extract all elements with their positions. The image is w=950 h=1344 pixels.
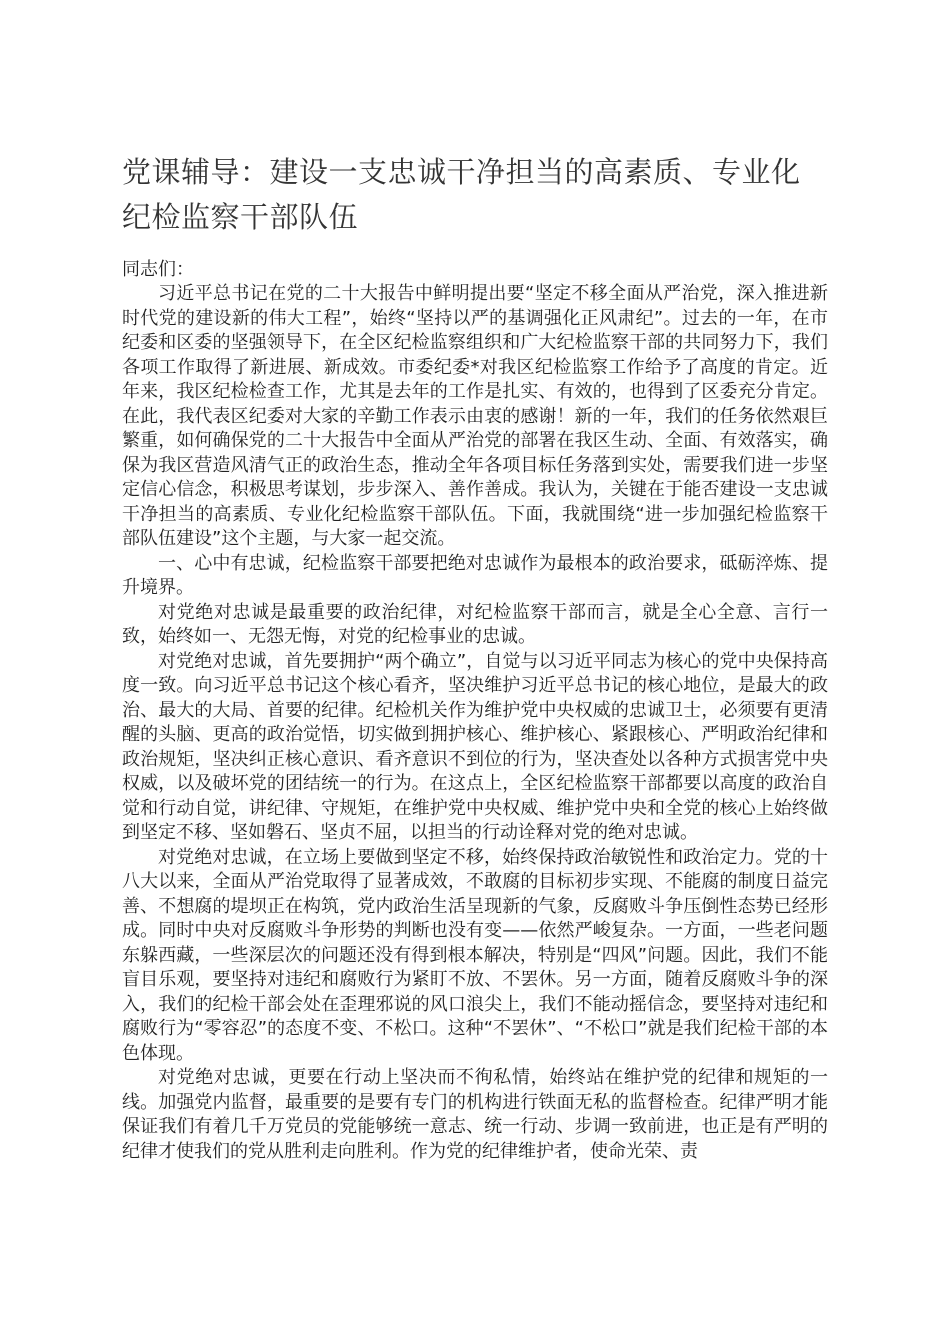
- paragraph: 对党绝对忠诚，更要在行动上坚决而不徇私情，始终站在维护党的纪律和规矩的一线。加强党内监督，最重要的是要有专门的机构进行铁面无私的监督检查。纪律严明才能保证我们有着几千万党员的党能够统一意志、统一行动、步调一致前进，也正是有严明的纪律才使我们的党从胜利走向胜利。作为党的纪律维护者，使命光荣、责: [122, 1067, 828, 1162]
- section-heading: 一、心中有忠诚，纪检监察干部要把绝对忠诚作为最根本的政治要求，砥砺淬炼、提升境界。: [122, 552, 828, 598]
- greeting: 同志们：: [122, 259, 194, 280]
- paragraph: 对党绝对忠诚是最重要的政治纪律，对纪检监察干部而言，就是全心全意、言行一致，始终如一、无怨无悔，对党的纪检事业的忠诚。: [122, 601, 828, 647]
- paragraph: 习近平总书记在党的二十大报告中鲜明提出要“坚定不移全面从严治党，深入推进新时代党的建设新的伟大工程”，始终“坚持以严的基调强化正风肃纪”。过去的一年，在市纪委和区委的坚强领导下，在全区纪检监察组织和广大纪检监察干部的共同努力下，我们各项工作取得了新进展、新成效。市委纪委*对我区纪检监察工作给予了高度的肯定。近年来，我区纪检检查工作，尤其是去年的工作是扎实、有效的，也得到了区委充分肯定。在此，我代表区纪委对大家的辛勤工作表示由衷的感谢！新的一年，我们的任务依然艰巨繁重，如何确保党的二十大报告中全面从严治党的部署在我区生动、全面、有效落实，确保为我区营造风清气正的政治生态，推动全年各项目标任务落到实处，需要我们进一步坚定信心信念，积极思考谋划，步步深入、善作善成。我认为，关键在于能否建设一支忠诚干净担当的高素质、专业化纪检监察干部队伍。下面，我就围绕“进一步加强纪检监察干部队伍建设”这个主题，与大家一起交流。: [122, 283, 828, 549]
- paragraph: 对党绝对忠诚，在立场上要做到坚定不移，始终保持政治敏锐性和政治定力。党的十八大以来，全面从严治党取得了显著成效，不敢腐的目标初步实现、不能腐的制度日益完善、不想腐的堤坝正在构筑，党内政治生活呈现新的气象，反腐败斗争压倒性态势已经形成。同时中央对反腐败斗争形势的判断也没有变——依然严峻复杂。一方面，一些老问题东躲西藏，一些深层次的问题还没有得到根本解决，特别是“四风”问题。因此，我们不能盲目乐观，要坚持对违纪和腐败行为紧盯不放、不罢休。另一方面，随着反腐败斗争的深入，我们的纪检干部会处在歪理邪说的风口浪尖上，我们不能动摇信念，要坚持对违纪和腐败行为“零容忍”的态度不变、不松口。这种“不罢休”、“不松口”就是我们纪检干部的本色体现。: [122, 846, 828, 1064]
- paragraph: 对党绝对忠诚，首先要拥护“两个确立”，自觉与以习近平同志为核心的党中央保持高度一致。向习近平总书记这个核心看齐，坚决维护习近平总书记的核心地位，是最大的政治、最大的大局、首要的纪律。纪检机关作为维护党中央权威的忠诚卫士，必须要有更清醒的头脑、更高的政治觉悟，切实做到拥护核心、维护核心、紧跟核心、严明政治纪律和政治规矩，坚决纠正核心意识、看齐意识不到位的行为，坚决查处以各种方式损害党中央权威，以及破坏党的团结统一的行为。在这点上，全区纪检监察干部都要以高度的政治自觉和行动自觉，讲纪律、守规矩，在维护党中央权威、维护党中央和全党的核心上始终做到坚定不移、坚如磐石、坚贞不屈，以担当的行动诠释对党的绝对忠诚。: [122, 650, 828, 843]
- document-title: 党课辅导：建设一支忠诚干净担当的高素质、专业化纪检监察干部队伍: [122, 155, 801, 234]
